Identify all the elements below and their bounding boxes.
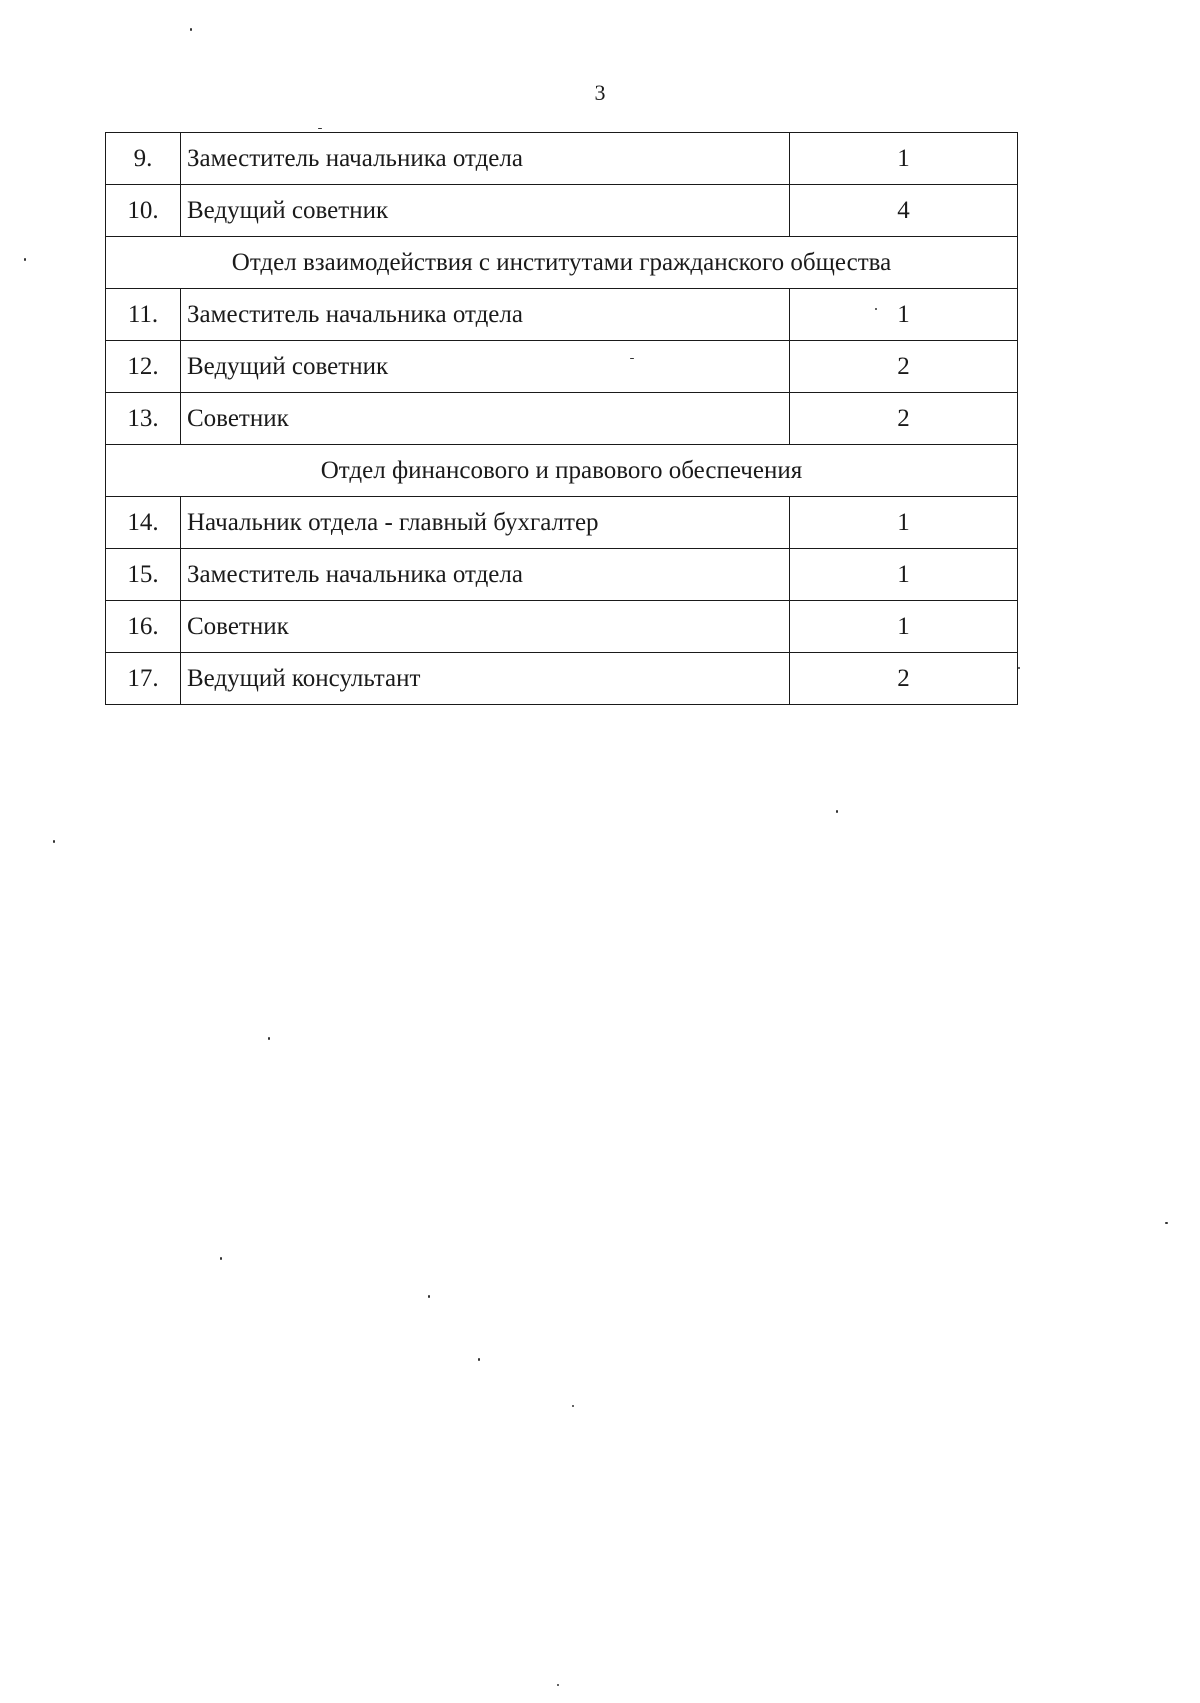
scan-speck <box>428 1295 430 1298</box>
scan-speck <box>24 258 26 261</box>
table-row <box>106 133 1018 185</box>
position-count: 1 <box>790 289 1018 341</box>
scan-speck <box>572 1405 574 1407</box>
row-number: 17. <box>106 653 181 705</box>
scan-speck <box>53 840 55 843</box>
position-title: Ведущий консультант <box>181 653 790 705</box>
section-heading: Отдел взаимодействия с институтами гражданского общества <box>106 237 1018 289</box>
row-number: 10. <box>106 185 181 237</box>
position-count: 1 <box>790 601 1018 653</box>
row-number: 12. <box>106 341 181 393</box>
table-row <box>106 341 1018 393</box>
position-title: Заместитель начальника отдела <box>181 289 790 341</box>
position-title: Начальник отдела - главный бухгалтер <box>181 497 790 549</box>
position-count: 2 <box>790 341 1018 393</box>
position-title: Ведущий советник <box>181 185 790 237</box>
section-row <box>106 237 1018 289</box>
position-title: Заместитель начальника отдела <box>181 133 790 185</box>
row-number: 11. <box>106 289 181 341</box>
scan-speck <box>478 1358 480 1361</box>
table-row <box>106 393 1018 445</box>
position-count: 4 <box>790 185 1018 237</box>
position-count: 1 <box>790 133 1018 185</box>
row-number: 16. <box>106 601 181 653</box>
row-number: 14. <box>106 497 181 549</box>
staffing-table <box>105 132 1018 705</box>
section-heading: Отдел финансового и правового обеспечения <box>106 445 1018 497</box>
table-row <box>106 497 1018 549</box>
row-number: 13. <box>106 393 181 445</box>
position-count: 1 <box>790 549 1018 601</box>
table-row <box>106 601 1018 653</box>
position-count: 1 <box>790 497 1018 549</box>
table-row <box>106 289 1018 341</box>
scan-speck <box>268 1037 270 1040</box>
scan-speck <box>557 1684 559 1686</box>
position-title: Ведущий советник <box>181 341 790 393</box>
scan-speck <box>1165 1222 1168 1224</box>
position-count: 2 <box>790 653 1018 705</box>
position-title: Советник <box>181 601 790 653</box>
table-row <box>106 549 1018 601</box>
scan-speck <box>1018 667 1020 669</box>
scan-speck <box>190 28 192 31</box>
table-row <box>106 185 1018 237</box>
section-row <box>106 445 1018 497</box>
page-number: 3 <box>594 80 606 105</box>
position-title: Заместитель начальника отдела <box>181 549 790 601</box>
position-count: 2 <box>790 393 1018 445</box>
scan-speck <box>875 308 877 310</box>
row-number: 15. <box>106 549 181 601</box>
scan-speck <box>630 358 634 359</box>
scan-speck <box>220 1257 222 1260</box>
position-title: Советник <box>181 393 790 445</box>
scan-speck <box>836 810 838 813</box>
table-row <box>106 653 1018 705</box>
row-number: 9. <box>106 133 181 185</box>
scan-speck <box>318 128 322 129</box>
